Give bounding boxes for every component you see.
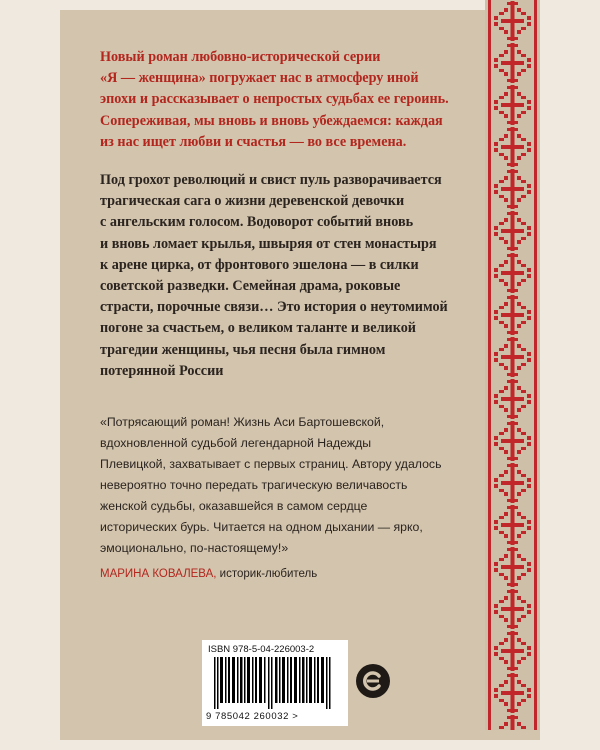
reviewer-role: историк-любитель [219, 568, 318, 580]
ornament-border [485, 0, 540, 730]
synopsis-line: с ангельским голосом. Водоворот событий вновь [100, 214, 414, 231]
quote-line: женской судьбы, оказавшейся в самом сердце [100, 499, 368, 513]
reviewer-credit [100, 568, 480, 580]
quote-line: «Потрясающий роман! Жизнь Аси Бартошевской, [100, 415, 385, 429]
series-intro [100, 47, 480, 153]
synopsis-line: погоне за счастьем, о великом таланте и великой [100, 320, 416, 337]
review-quote [100, 412, 480, 559]
intro-line: «Я — женщина» погружает нас в атмосферу иной [100, 70, 419, 87]
isbn-barcode-box [202, 640, 348, 726]
intro-line: Новый роман любовно-исторической серии [100, 49, 381, 65]
synopsis-line: и вновь ломает крылья, швыряя от стен монастыря [100, 235, 437, 252]
isbn-label: ISBN 978-5-04-226003-2 [208, 644, 315, 655]
synopsis-line: к арене цирка, от фронтового эшелона — в силки [100, 256, 419, 273]
synopsis-line: потерянной России [100, 362, 224, 379]
publisher-logo-icon [355, 663, 391, 699]
intro-line: эпохи и рассказывает о непростых судьбах ее героинь. [100, 91, 449, 108]
synopsis-line: трагическая сага о жизни деревенской девочки [100, 193, 405, 210]
synopsis-line: трагедии женщины, чья песня была гимном [100, 341, 386, 358]
quote-line: невероятно точно передать трагическую величавость [100, 478, 408, 492]
intro-line: Сопереживая, мы вновь и вновь убеждаемся: каждая [100, 112, 443, 129]
synopsis-line: советской разведки. Семейная драма, роковые [100, 278, 401, 295]
synopsis-line: Под грохот революций и свист пуль разворачивается [100, 172, 442, 188]
synopsis [100, 170, 480, 382]
intro-line: из нас ищет любви и счастья — во все времена. [100, 133, 407, 150]
barcode-digits: 9 785042 260032 > [206, 711, 299, 722]
quote-line: эмоционально, по-настоящему!» [100, 541, 289, 555]
quote-line: вдохновленной судьбой легендарной Надежды [100, 436, 372, 450]
reviewer-name: МАРИНА КОВАЛЕВА, [100, 568, 217, 580]
barcode-icon [208, 657, 342, 709]
quote-line: Плевицкой, захватывает с первых страниц. Автору удалось [100, 457, 442, 471]
quote-line: исторических бурь. Читается на одном дыхании — ярко, [100, 520, 423, 534]
synopsis-line: страсти, порочные связи… Это история о неутомимой [100, 299, 448, 316]
